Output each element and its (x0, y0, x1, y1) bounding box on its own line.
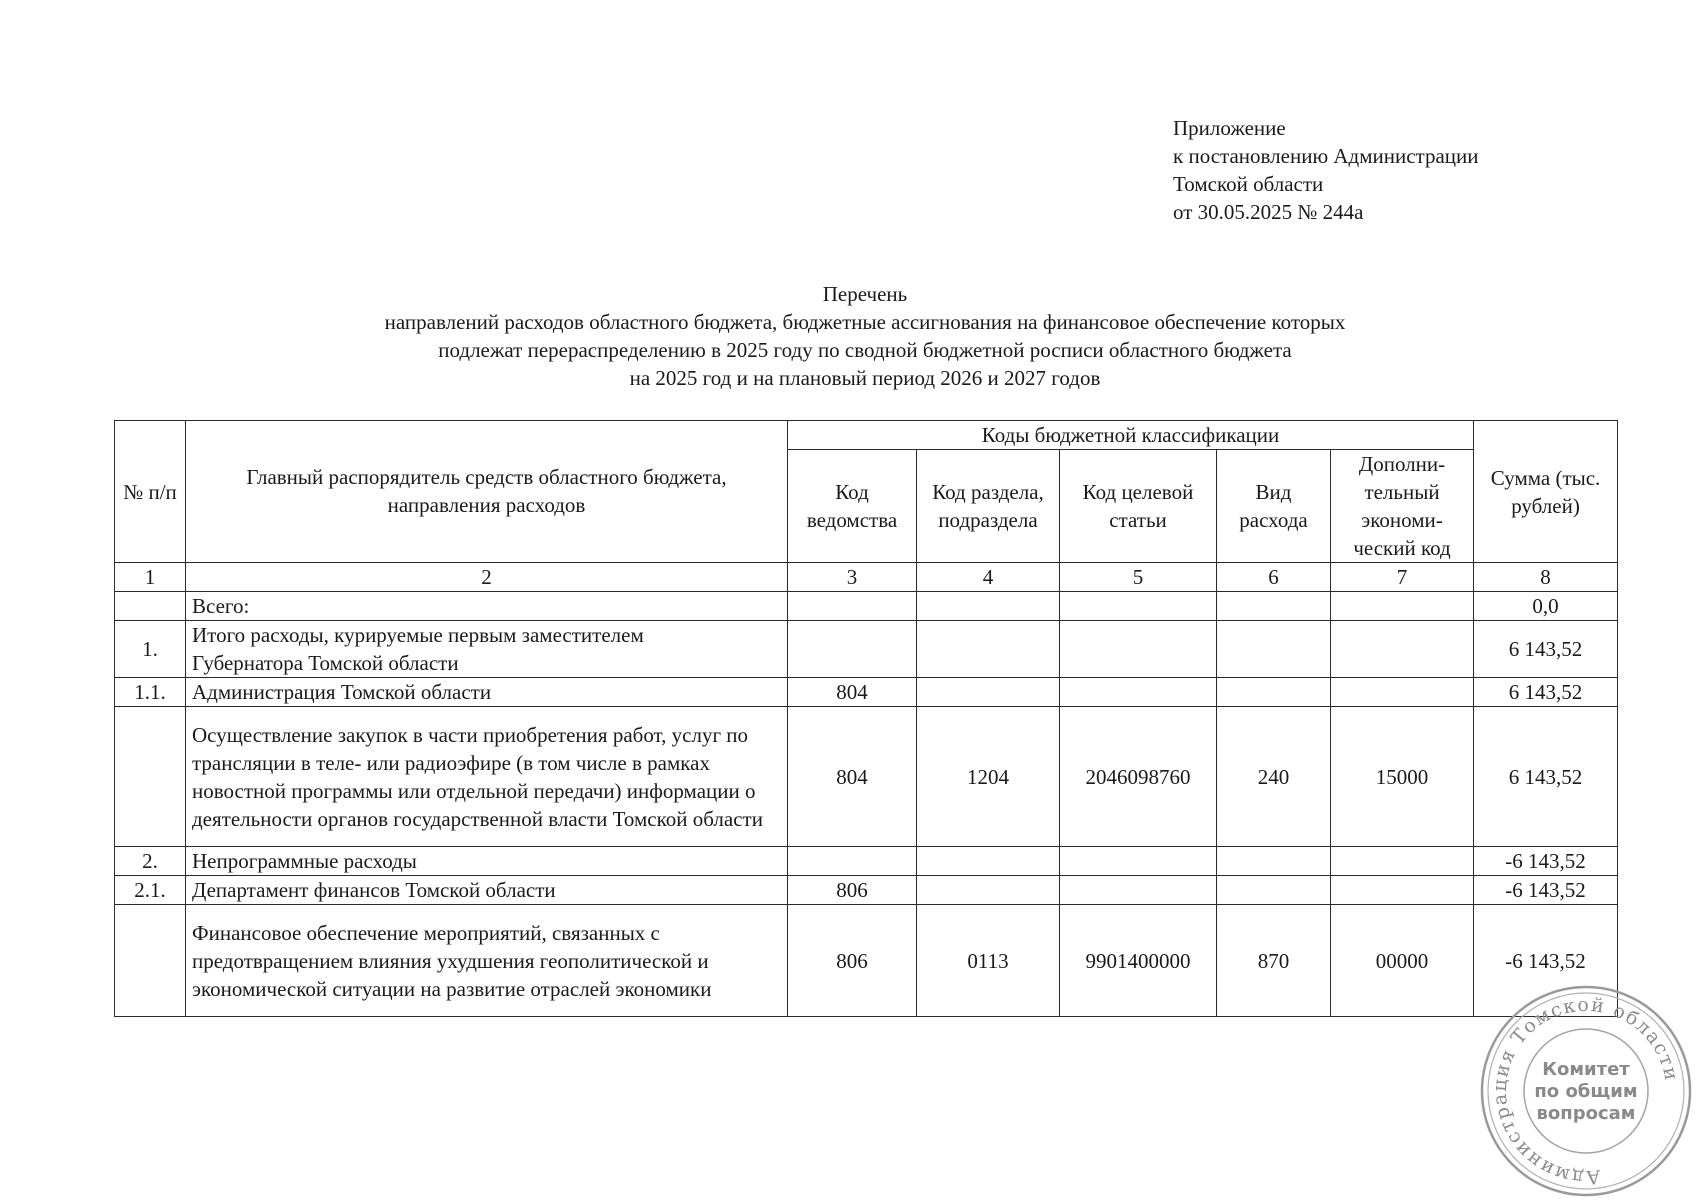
stamp-center-line-1: Комитет (1542, 1059, 1630, 1080)
row-econ (1331, 876, 1474, 905)
table-row (115, 847, 1618, 876)
table-row (115, 707, 1618, 847)
row-econ: 15000 (1331, 707, 1474, 847)
title-line-4: на 2025 год и на плановый период 2026 и 2027 годов (629, 366, 1101, 390)
row-num: 2. (115, 847, 186, 876)
header-section-code: Код раздела, подраздела (917, 450, 1060, 563)
row-target (1060, 621, 1217, 678)
row-target (1060, 876, 1217, 905)
appendix-block (1173, 114, 1479, 226)
row-name: Департамент финансов Томской области (186, 876, 788, 905)
row-section (917, 876, 1060, 905)
title-line-1: Перечень (822, 282, 908, 306)
row-amount: 0,0 (1474, 592, 1618, 621)
row-name: Всего: (186, 592, 788, 621)
row-econ: 00000 (1331, 905, 1474, 1017)
row-dept: 806 (788, 876, 917, 905)
row-dept (788, 621, 917, 678)
row-econ (1331, 678, 1474, 707)
row-type (1217, 876, 1331, 905)
document-title (0, 280, 1698, 392)
row-amount: 6 143,52 (1474, 678, 1618, 707)
table-row (115, 678, 1618, 707)
header-amount: Сумма (тыс. рублей) (1474, 421, 1618, 563)
row-type: 240 (1217, 707, 1331, 847)
row-section (917, 678, 1060, 707)
row-num: 1. (115, 621, 186, 678)
stamp-center-line-2: по общим (1534, 1081, 1638, 1102)
row-econ (1331, 592, 1474, 621)
row-num (115, 905, 186, 1017)
col-number: 7 (1331, 563, 1474, 592)
row-dept: 806 (788, 905, 917, 1017)
row-dept: 804 (788, 678, 917, 707)
row-section (917, 592, 1060, 621)
row-section (917, 621, 1060, 678)
row-econ (1331, 621, 1474, 678)
col-number: 4 (917, 563, 1060, 592)
col-number: 3 (788, 563, 917, 592)
title-line-2: направлений расходов областного бюджета, бюджетные ассигнования на финансовое обеспечение которых (384, 310, 1346, 334)
row-section: 1204 (917, 707, 1060, 847)
col-number: 5 (1060, 563, 1217, 592)
row-name: Администрация Томской области (186, 678, 788, 707)
row-type (1217, 592, 1331, 621)
header-dept-code: Код ведомства (788, 450, 917, 563)
row-type (1217, 621, 1331, 678)
col-number: 1 (115, 563, 186, 592)
appendix-line-4: от 30.05.2025 № 244а (1173, 200, 1364, 224)
row-name: Финансовое обеспечение мероприятий, связанных с предотвращением влияния ухудшения геополитической и экономической ситуации на развитие отраслей экономики (186, 905, 788, 1017)
row-name: Итого расходы, курируемые первым заместителем Губернатора Томской области (186, 621, 788, 678)
appendix-line-3: Томской области (1173, 172, 1324, 196)
row-amount: 6 143,52 (1474, 621, 1618, 678)
row-target (1060, 847, 1217, 876)
row-target: 2046098760 (1060, 707, 1217, 847)
row-amount: -6 143,52 (1474, 905, 1618, 1017)
stamp-ring-text: Администрация Томской области (1488, 993, 1683, 1189)
row-section: 0113 (917, 905, 1060, 1017)
col-number: 6 (1217, 563, 1331, 592)
row-econ (1331, 847, 1474, 876)
official-stamp (1478, 983, 1694, 1199)
row-dept (788, 847, 917, 876)
row-name: Непрограммные расходы (186, 847, 788, 876)
row-num: 2.1. (115, 876, 186, 905)
row-num (115, 707, 186, 847)
col-number: 8 (1474, 563, 1618, 592)
row-target (1060, 678, 1217, 707)
row-type (1217, 678, 1331, 707)
column-number-row (115, 563, 1618, 592)
header-expense-type: Вид расхода (1217, 450, 1331, 563)
row-amount: -6 143,52 (1474, 847, 1618, 876)
header-target-code: Код целевой статьи (1060, 450, 1217, 563)
row-amount: -6 143,52 (1474, 876, 1618, 905)
table-row (115, 592, 1618, 621)
row-target (1060, 592, 1217, 621)
title-line-3: подлежат перераспределению в 2025 году по сводной бюджетной росписи областного бюджета (438, 338, 1292, 362)
row-type: 870 (1217, 905, 1331, 1017)
row-name: Осуществление закупок в части приобретения работ, услуг по трансляции в теле- или радиоэфире (в том числе в рамках новостной программы или отдельной передачи) информации о деятельности органов государственной власти Томской области (186, 707, 788, 847)
header-name: Главный распорядитель средств областного бюджета, направления расходов (186, 421, 788, 563)
row-section (917, 847, 1060, 876)
table-row (115, 876, 1618, 905)
row-amount: 6 143,52 (1474, 707, 1618, 847)
header-num: № п/п (115, 421, 186, 563)
row-dept: 804 (788, 707, 917, 847)
table-row (115, 905, 1618, 1017)
row-target: 9901400000 (1060, 905, 1217, 1017)
stamp-center-line-3: вопросам (1536, 1103, 1636, 1124)
row-num: 1.1. (115, 678, 186, 707)
row-dept (788, 592, 917, 621)
row-type (1217, 847, 1331, 876)
budget-table (114, 420, 1618, 1017)
row-num (115, 592, 186, 621)
header-econ-code: Дополни-тельный экономи-ческий код (1331, 450, 1474, 563)
table-row (115, 621, 1618, 678)
col-number: 2 (186, 563, 788, 592)
appendix-line-1: Приложение (1173, 116, 1286, 140)
appendix-line-2: к постановлению Администрации (1173, 144, 1479, 168)
header-codes-group: Коды бюджетной классификации (788, 421, 1474, 450)
